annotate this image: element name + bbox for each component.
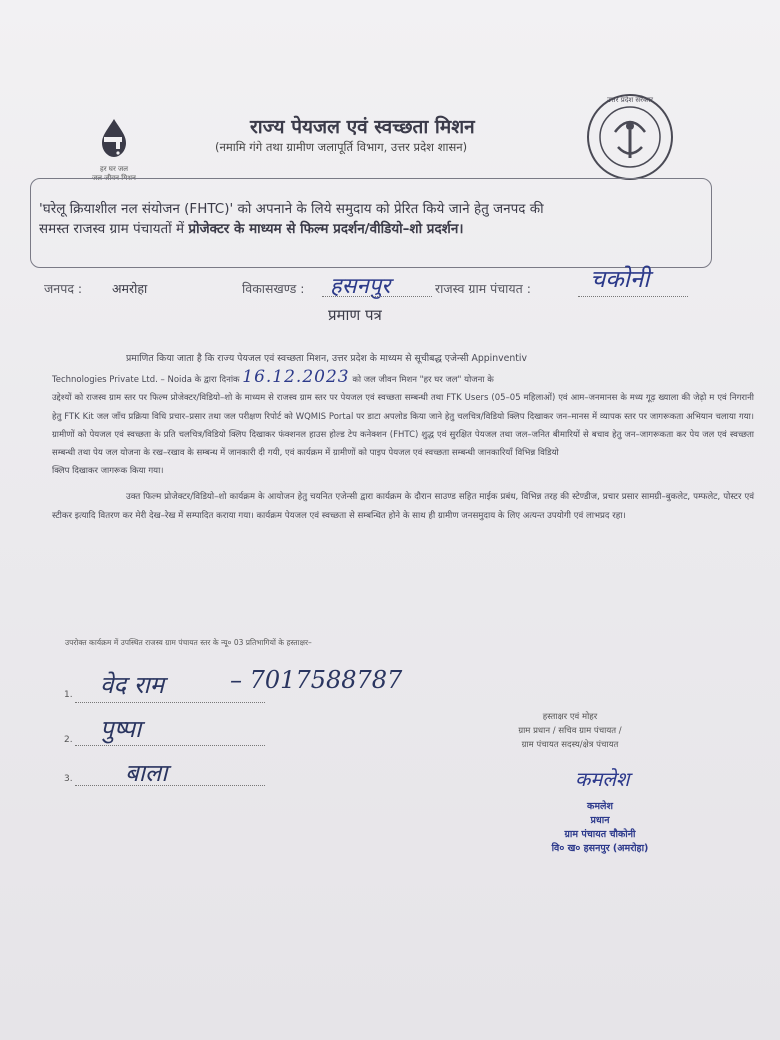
gram-panchayat-value: चकोनी [590, 265, 650, 293]
stamp-name: कमलेश [587, 801, 613, 812]
para1-e: क्लिप दिखाकर जागरूक किया गया। [52, 466, 164, 477]
seal-text: उत्तर प्रदेश सरकार [606, 96, 654, 104]
attendee-2-line [75, 745, 265, 746]
vikaskhand-label: विकासखण्ड : [242, 281, 305, 296]
para1-c: को जल जीवन मिशन "हर घर जल" योजना के [352, 375, 494, 386]
vikaskhand-value: हसनपुर [330, 274, 391, 299]
up-emblem-icon [585, 92, 675, 182]
vikaskhand-dotted-line [322, 296, 432, 297]
janpad-value: अमरोहा [112, 281, 148, 296]
attendee-2-name: पुष्पा [100, 715, 142, 743]
subject-banner [30, 178, 712, 268]
para1-a: प्रमाणित किया जाता है कि राज्य पेयजल एवं स्वच्छता मिशन, उत्तर प्रदेश के माध्यम से सूचीबद्ध एजेन्सी Appinventiv [126, 353, 527, 364]
attendee-3-num: 3. [64, 774, 73, 784]
water-drop-tap-icon [78, 115, 150, 167]
attendees-intro: उपरोक्त कार्यक्रम में उपस्थित राजस्व ग्राम पंचायत स्तर के न्यू० 03 प्रतिभागियों के हस्ताक्षर– [65, 638, 312, 647]
janpad-label: जनपद : [44, 281, 83, 296]
stamp-block: वि० ख० हसनपुर (अमरोहा) [551, 843, 649, 854]
up-government-seal [585, 92, 675, 182]
signature-line-2: ग्राम प्रधान / सचिव ग्राम पंचायत / [518, 726, 622, 736]
stamp-role: प्रधान [590, 815, 610, 826]
para2: उक्त फिल्म प्रोजेक्टर/विडियो–शो कार्यक्रम के आयोजन हेतु चयनित एजेन्सी द्वारा कार्यक्रम के दौरान साउण्ड सहित माईक प्रबंध, विभिन्न तरह की स्टेण्डीज, प्रचार प्रसार सामग्री–बुकलेट, पम्फलेट, पोस्टर एवं स्टीकर इत्यादि वितरण कर मेरी देख–रेख में सम्पादित कराया गया। कार्यक्रम पेयजल एवं स्वच्छता से सम्बन्धित होने के साथ ही ग्रामीण जनसमुदाय के लिए अत्यन्त उपयोगी एवं लाभप्रद रहा। [52, 492, 754, 521]
banner-line-2-bold: प्रोजेक्टर के माध्यम से फिल्म प्रदर्शन/वीडियो–शो प्रदर्शन। [188, 221, 464, 237]
pradhan-signature: कमलेश [575, 767, 630, 791]
attendee-2-num: 2. [64, 735, 73, 745]
mission-subtitle: (नमामि गंगे तथा ग्रामीण जलापूर्ति विभाग, उत्तर प्रदेश शासन) [215, 140, 468, 154]
signature-line-3: ग्राम पंचायत सदस्य/क्षेत्र पंचायत [521, 740, 619, 750]
attendee-1-num: 1. [64, 690, 73, 700]
pradhan-stamp [520, 800, 680, 856]
signature-line-1: हस्ताक्षर एवं मोहर [542, 712, 598, 722]
gram-panchayat-label: राजस्व ग्राम पंचायत : [435, 281, 531, 296]
logo-caption-1: हर घर जल [100, 165, 128, 173]
event-date: 16.12.2023 [242, 367, 350, 388]
banner-line-2: समस्त राजस्व ग्राम पंचायतों में [39, 221, 189, 237]
banner-text [39, 199, 704, 239]
mission-title: राज्य पेयजल एवं स्वच्छता मिशन [250, 116, 475, 138]
para1-b: Technologies Private Ltd. – Noida के द्वारा दिनांक [52, 375, 240, 386]
stamp-panchayat: ग्राम पंचायत चौकोनी [564, 829, 636, 840]
attendee-1-phone: – 7017588787 [230, 666, 403, 694]
attendee-3-name: बाला [125, 759, 168, 787]
para1-d: उद्देश्यों को राजस्व ग्राम स्तर पर फिल्म प्रोजेक्टर/विडियो–शो के माध्यम से राजस्व ग्राम स्तर पर पेयजल एवं स्वच्छता सम्बन्धी तथा FTK Users (05–05 महिलाओं) एवं आम–जनमानस के मध्य गूढ़ ख्याला की जेढ़ो म एवं निगरानी हेतु FTK Kit जल जाँच प्रक्रिया विधि प्रचार–प्रसार तथा जल परीक्षण रिपोर्ट को WQMIS Portal पर डाटा अपलोड किया जाने हेतु चलचित्र/विडियो क्लिप दिखाकर जन–मानस में व्यापक स्तर पर जागरूकता अभियान चलाया गया। ग्रामीणों को पेयजल एवं स्वच्छता के प्रति चलचित्र/विडियो क्लिप दिखाकर फंक्शनल हाउस होल्ड टेप कनेक्शन (FHTC) शुद्ध एवं सुरक्षित पेयजल तथा जल–जनित बीमारियों से बचाव हेतु जन–जागरूकता कर पेय जल एवं स्वच्छता सम्बन्धी तथा पेय जल योजना के रख–रखाव के सम्बन्ध में जानकारी दी गयी, एवं कार्यक्रम में ग्रामीणों को पाइप पेयजल एवं स्वच्छता सम्बन्धी जानकारियाँ विभिन्न विडियो [52, 393, 754, 459]
certificate-title: प्रमाण पत्र [328, 306, 382, 324]
attendee-1-name: वेद राम [100, 671, 165, 699]
attendee-3-line [75, 785, 265, 786]
certificate-body [52, 350, 754, 525]
signature-block [480, 710, 660, 752]
gram-dotted-line [578, 296, 688, 297]
attendee-1-line [75, 702, 265, 703]
logo-caption-2: जल जीवन मिशन [92, 174, 136, 182]
banner-line-1: 'घरेलू क्रियाशील नल संयोजन (FHTC)' को अपनाने के लिये समुदाय को प्रेरित किये जाने हेतु जनपद की [39, 201, 544, 217]
